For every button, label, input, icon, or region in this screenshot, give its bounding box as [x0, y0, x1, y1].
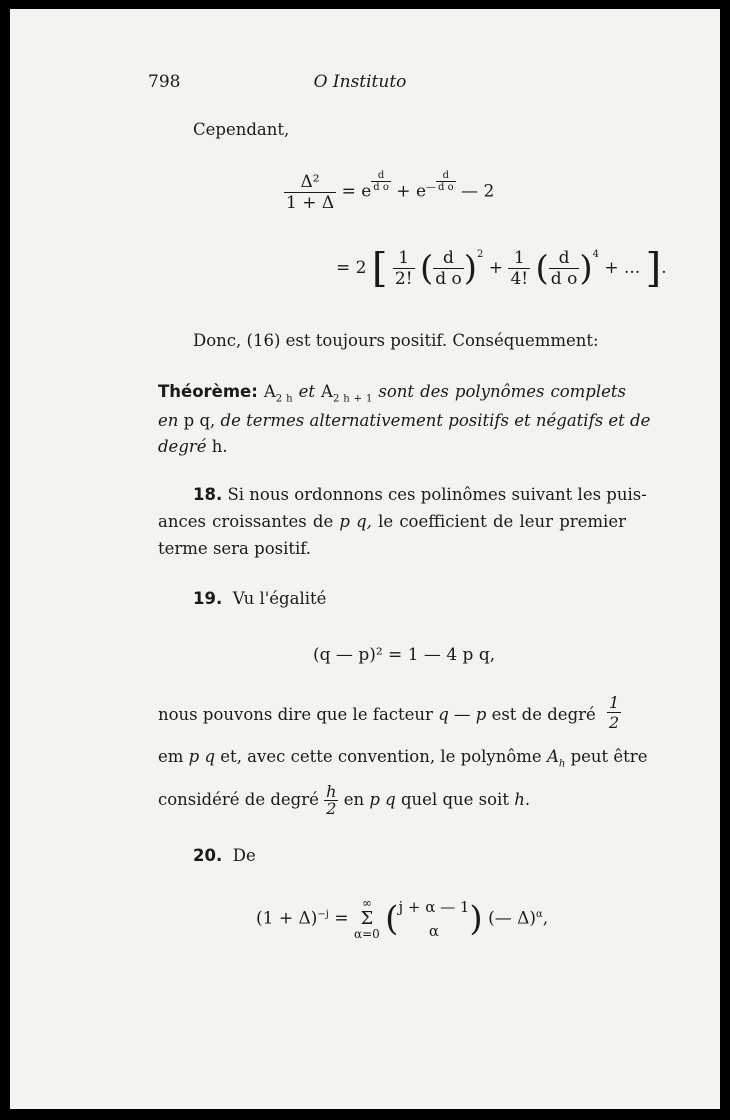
sum-bottom: α=0: [353, 927, 380, 942]
equation-1-e2: e: [415, 181, 427, 202]
equation-1-fraction: [284, 172, 336, 213]
sec18-number: 18.: [193, 485, 223, 504]
theorem-a2h: [263, 382, 293, 405]
a-subscript: 2 h + 1: [332, 393, 373, 405]
sec20-number: 20.: [193, 846, 223, 865]
frac-1-over-2fact: [393, 248, 415, 289]
sec19-equation: (q — p)² = 1 — 4 p q,: [313, 645, 496, 665]
frac-d-do-2: [549, 248, 580, 289]
sec19-number: 19.: [193, 589, 223, 608]
half-fraction: [607, 693, 621, 732]
half-num: 1: [609, 693, 620, 712]
theorem-h: h.: [211, 437, 228, 456]
sec18-line-2-b: le coefficient de leur premier: [378, 512, 626, 531]
sec18-line-3: terme sera positif.: [158, 539, 312, 558]
equation-1-exp1: [371, 170, 391, 193]
binom-top: j + α — 1: [398, 898, 470, 916]
theorem-label: Théorème:: [158, 382, 258, 401]
binom-close: ): [469, 899, 483, 939]
paren-open: (: [535, 248, 549, 289]
equation-2-tail: + ...: [604, 258, 641, 278]
equation-1-two: 2: [483, 181, 495, 202]
plus: +: [488, 258, 504, 278]
equation-1-e1: e: [361, 181, 372, 202]
frac-den: 2!: [394, 269, 413, 289]
equation-1-denominator: 1 + Δ: [286, 192, 335, 213]
h-den: 2: [326, 799, 337, 818]
equation-1-exp2: [436, 170, 456, 193]
equation-1-plus: +: [396, 181, 411, 202]
sec18-line-1-text: Si nous ordonnons ces polinômes suivant les puis-: [227, 485, 647, 504]
right-bracket: ]: [645, 245, 662, 292]
equation-1: [284, 170, 494, 213]
paragraph-cependant: Cependant,: [193, 120, 290, 139]
sec19-en: en: [343, 790, 365, 809]
frac-num: d: [433, 248, 464, 269]
A-symbol: A: [546, 747, 559, 766]
frac-d-do-1: [433, 248, 464, 289]
sec19-line-1-b: est de degré: [491, 705, 596, 724]
exp1-den: d o: [373, 182, 389, 193]
frac-den: 4!: [510, 269, 529, 289]
sec19-line-1-a: nous pouvons dire que le facteur: [158, 705, 433, 724]
sum-symbol: Σ: [360, 907, 374, 929]
exp2-num: d: [436, 170, 456, 182]
a-symbol: A: [263, 382, 276, 401]
sec20-rhs-exp: α: [536, 908, 543, 920]
theorem-line-1: [158, 384, 626, 404]
paren-close: ): [463, 248, 478, 289]
sum-operator: [354, 897, 380, 941]
frac-1-over-4fact: [508, 248, 530, 289]
sec20-intro: [193, 848, 256, 865]
exp2-den: d o: [438, 182, 454, 193]
a-symbol: A: [321, 382, 333, 401]
equation-1-minus: —: [461, 181, 479, 202]
equation-1-exp2-minus: —: [426, 182, 437, 193]
theorem-pq: p q,: [183, 411, 216, 430]
frac-den: d o: [550, 269, 578, 289]
sec18-pq: p q,: [339, 512, 372, 531]
paren-open: (: [419, 248, 434, 289]
frac-num: 1: [393, 248, 415, 269]
sec20-lhs: (1 + Δ): [256, 908, 318, 929]
sec19-intro-text: Vu l'égalité: [232, 589, 327, 608]
sec19-h: h.: [514, 790, 531, 809]
half-den: 2: [609, 713, 620, 732]
equation-1-numerator: Δ²: [284, 172, 336, 193]
sec20-comma: ,: [542, 908, 549, 929]
equation-2-lead: = 2: [336, 258, 367, 278]
h-half-fraction: [324, 784, 338, 817]
page-number: 798: [148, 72, 181, 92]
theorem-et: et: [298, 382, 315, 401]
left-bracket: [: [371, 245, 388, 292]
frac-den: d o: [435, 269, 462, 289]
h-num: h: [326, 782, 337, 801]
sec19-line-2-b: et, avec cette convention, le polynôme: [220, 747, 542, 766]
sec18-line-1: [193, 485, 647, 504]
sec19-qp: q — p: [438, 705, 487, 724]
sec19-line-3: [158, 784, 530, 817]
paren-close: ): [579, 248, 593, 289]
sec18-line-2: [158, 514, 626, 531]
paragraph-donc: Donc, (16) est toujours positif. Conséquemment:: [193, 331, 599, 350]
sec20-intro-text: De: [232, 846, 256, 865]
exp1-num: d: [371, 170, 391, 182]
sec20-equation: [256, 895, 548, 943]
sec19-pq-1: p q: [188, 747, 216, 766]
exponent-4: 4: [592, 249, 599, 260]
sec19-line-3-a: considéré de degré: [158, 790, 319, 809]
sec19-line-1: [158, 705, 596, 724]
theorem-degre: degré: [158, 437, 207, 456]
journal-title: O Instituto: [313, 72, 407, 92]
sec19-line-3-c: quel que soit: [400, 790, 509, 809]
frac-num: 1: [508, 248, 530, 269]
sec19-intro: [193, 591, 326, 608]
binom-open: (: [385, 899, 399, 939]
theorem-line-3: [158, 439, 228, 456]
sec18-line-2-a: ances croissantes de: [158, 512, 334, 531]
a-subscript: 2 h: [275, 393, 293, 405]
sec19-line-2-c: peut être: [570, 747, 648, 766]
sec20-lhs-exp: −j: [317, 908, 329, 920]
sum-top: ∞: [361, 895, 372, 910]
sec20-rhs: (— Δ): [488, 908, 537, 929]
equation-2: = 2 [ $\frac{1}{2!}$ ( $\frac{d}{\text{d o}}$ )$^2$ + $\frac{1}{4!}$ ( $\frac{d}{\text{d o}}$ )$^4$ + ... ].: [336, 245, 667, 292]
binom-bottom: α: [428, 922, 439, 940]
sec19-em: em: [158, 747, 184, 766]
theorem-line-2: [158, 411, 651, 430]
A-subscript: h: [558, 758, 566, 770]
binomial: [398, 895, 469, 943]
sec20-equals: =: [334, 908, 349, 929]
sec19-pq-2: p q: [369, 790, 396, 809]
theorem-line-2-rest: de termes alternativement positifs et négatifs et de: [220, 411, 651, 430]
sec19-Ah: [546, 747, 566, 770]
theorem-line-1-rest: sont des polynômes complets: [378, 382, 626, 401]
sec19-line-2: [158, 747, 648, 770]
theorem-a2h1: [321, 382, 373, 405]
frac-num: d: [549, 248, 580, 269]
sec19-half-fraction: [607, 693, 621, 732]
equation-1-equals: =: [341, 181, 356, 202]
exponent-2: 2: [477, 249, 484, 260]
theorem-en: en: [158, 411, 179, 430]
